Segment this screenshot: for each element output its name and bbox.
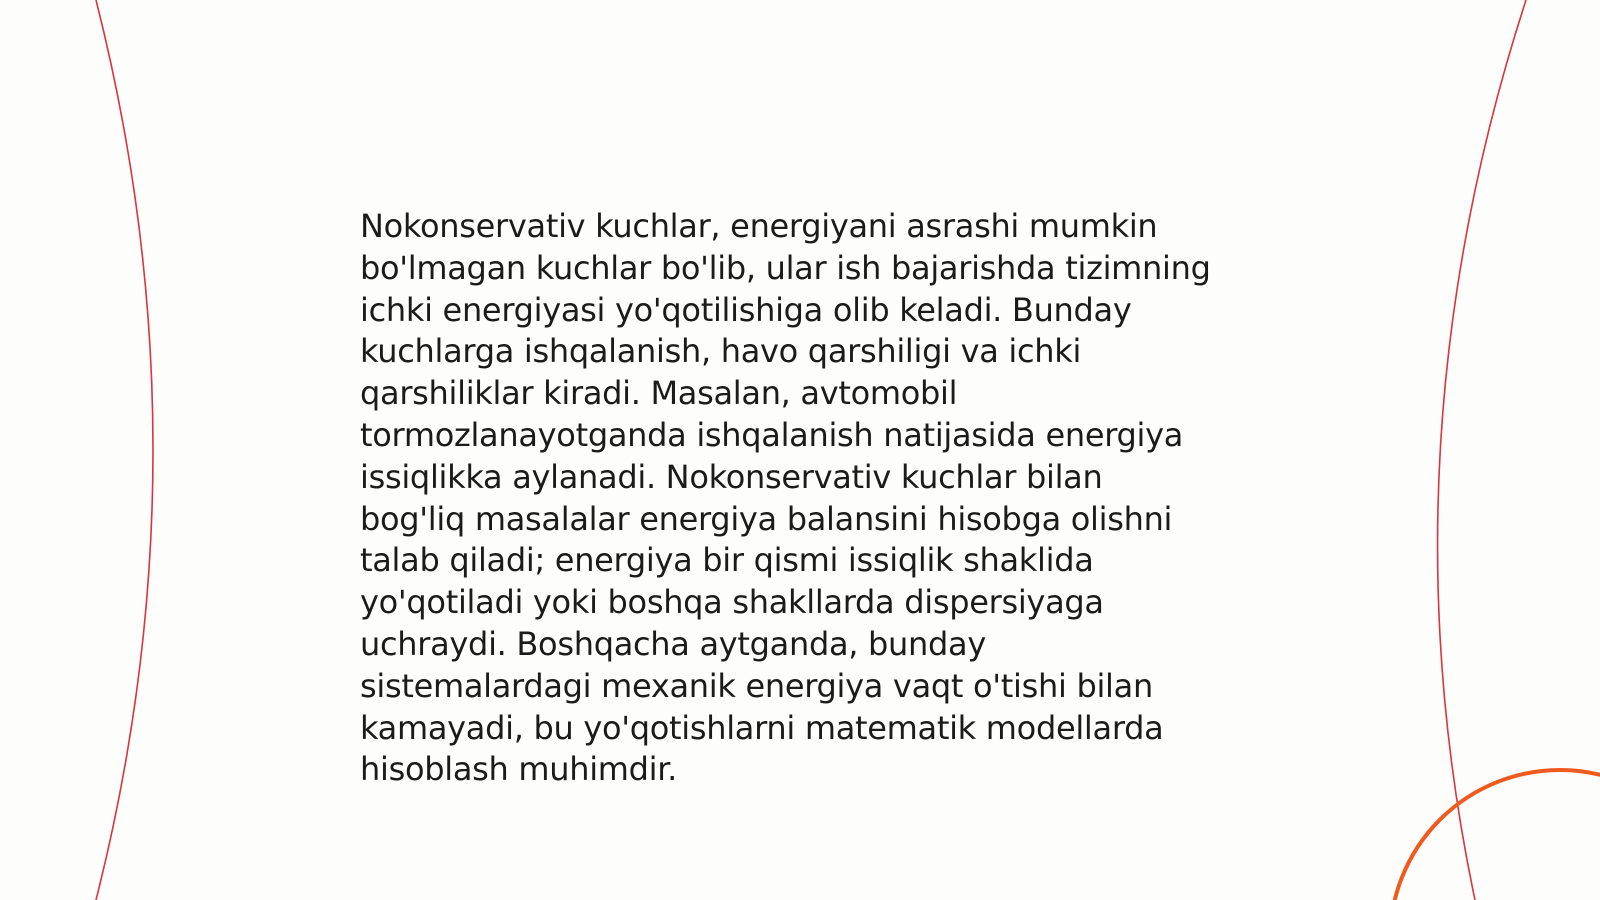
body-paragraph: Nokonservativ kuchlar, energiyani asrashi mumkin bo'lmagan kuchlar bo'lib, ular ish bajarishda tizimning ichki energiyasi yo'qotilishiga olib keladi. Bunday kuchlarga ishqalanish, havo qarshiligi va ichki qarshiliklar kiradi. Masalan, avtomobil tormozlanayotganda ishqalanish natijasida energiya issiqlikka aylanadi. Nokonservativ kuchlar bilan bog'liq masalalar energiya balansini hisobga olishni talab qiladi; energiya bir qismi issiqlik shaklida yo'qotiladi yoki boshqa shakllarda dispersiyaga uchraydi. Boshqacha aytganda, bunday sistemalardagi mexanik energiya vaqt o'tishi bilan kamayadi, bu yo'qotishlarni matematik modellarda hisoblash muhimdir. xyxy=(360,207,1211,789)
right-arc-line xyxy=(1438,0,1526,900)
left-arc-line xyxy=(96,0,153,900)
accent-circle xyxy=(1390,770,1600,900)
